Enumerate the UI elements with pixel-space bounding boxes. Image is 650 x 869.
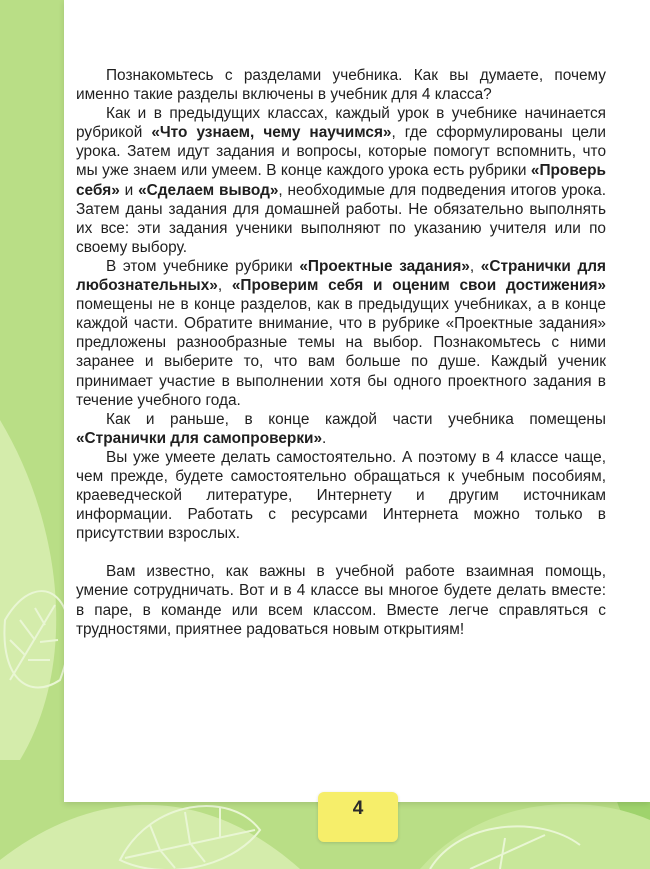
text-run: , где сформулированы цели урока. Затем идут задания и вопросы, которые помогут вспомнить, что мы уже знаем или умеем. В конце каждого урока есть рубрики bbox=[76, 124, 606, 180]
bold-rubric-name: «Что узнаем, чему научимся» bbox=[151, 124, 392, 142]
bold-rubric-name: «Сделаем вывод» bbox=[138, 181, 279, 199]
text-run: Как и раньше, в конце каждой части учебника помещены bbox=[106, 410, 606, 428]
paragraph bbox=[76, 104, 606, 257]
text-run: , bbox=[469, 257, 481, 275]
bold-rubric-name: «Проверим себя и оценим свои достижения» bbox=[231, 277, 606, 295]
text-run: , необходимые для подведения итогов урока. Затем даны задания для домашней работы. Не обязательно выполнять их все: эти задания ученики выполняют по указанию учителя или по своему выбору. bbox=[76, 181, 606, 256]
leaf-shape-left bbox=[0, 420, 56, 760]
bold-rubric-name: «Странички для любознательных» bbox=[76, 257, 606, 295]
paragraph bbox=[76, 562, 606, 638]
bold-rubric-name: «Проверь себя» bbox=[76, 162, 606, 199]
page-number: 4 bbox=[352, 798, 364, 819]
paragraph bbox=[76, 66, 606, 104]
text-run: Вам известно, как важны в учебной работе взаимная помощь, умение сотрудничать. Вот и в 4 классе вы многое будете делать вместе: в паре, в команде или всем классом. Вместе легче справляться с трудностями, приятнее радоваться новым открытиям! bbox=[76, 563, 606, 638]
text-run: помещены не в конце разделов, как в предыдущих учебниках, а в конце каждой части. Обратите внимание, что в рубрике «Проектные задания» предложены разнообразные темы на выбор. Познакомьтесь с ними заранее и выберите то, что вам больше по душе. Каждый ученик принимает участие в выполнении хотя бы одного проектного задания в течение учебного года. bbox=[76, 296, 606, 409]
text-run: В этом учебнике рубрики bbox=[106, 257, 300, 275]
text-run: Познакомьтесь с разделами учебника. Как вы думаете, почему именно такие разделы включены в учебник для 4 класса? bbox=[76, 67, 606, 104]
bold-rubric-name: «Странички для самопроверки» bbox=[76, 429, 323, 447]
paragraph bbox=[76, 448, 606, 543]
paragraph bbox=[76, 257, 606, 410]
page-text bbox=[76, 66, 606, 639]
text-run: Как и в предыдущих классах, каждый урок в учебнике начинается рубрикой bbox=[76, 105, 606, 142]
bold-rubric-name: «Проектные задания» bbox=[299, 257, 470, 275]
leaf-shape-bottom-right bbox=[420, 804, 650, 869]
page-number-tab bbox=[318, 792, 398, 842]
text-run: . bbox=[322, 429, 327, 447]
text-run: , bbox=[217, 277, 232, 295]
text-run: Вы уже умеете делать самостоятельно. А поэтому в 4 классе чаще, чем прежде, будете самостоятельно обращаться к учебным пособиям, краеведческой литературе, Интернету и другим источникам информации. Работать с ресурсами Интернета можно только в присутствии взрослых. bbox=[76, 448, 606, 543]
text-run: и bbox=[119, 181, 139, 199]
paragraph bbox=[76, 410, 606, 448]
